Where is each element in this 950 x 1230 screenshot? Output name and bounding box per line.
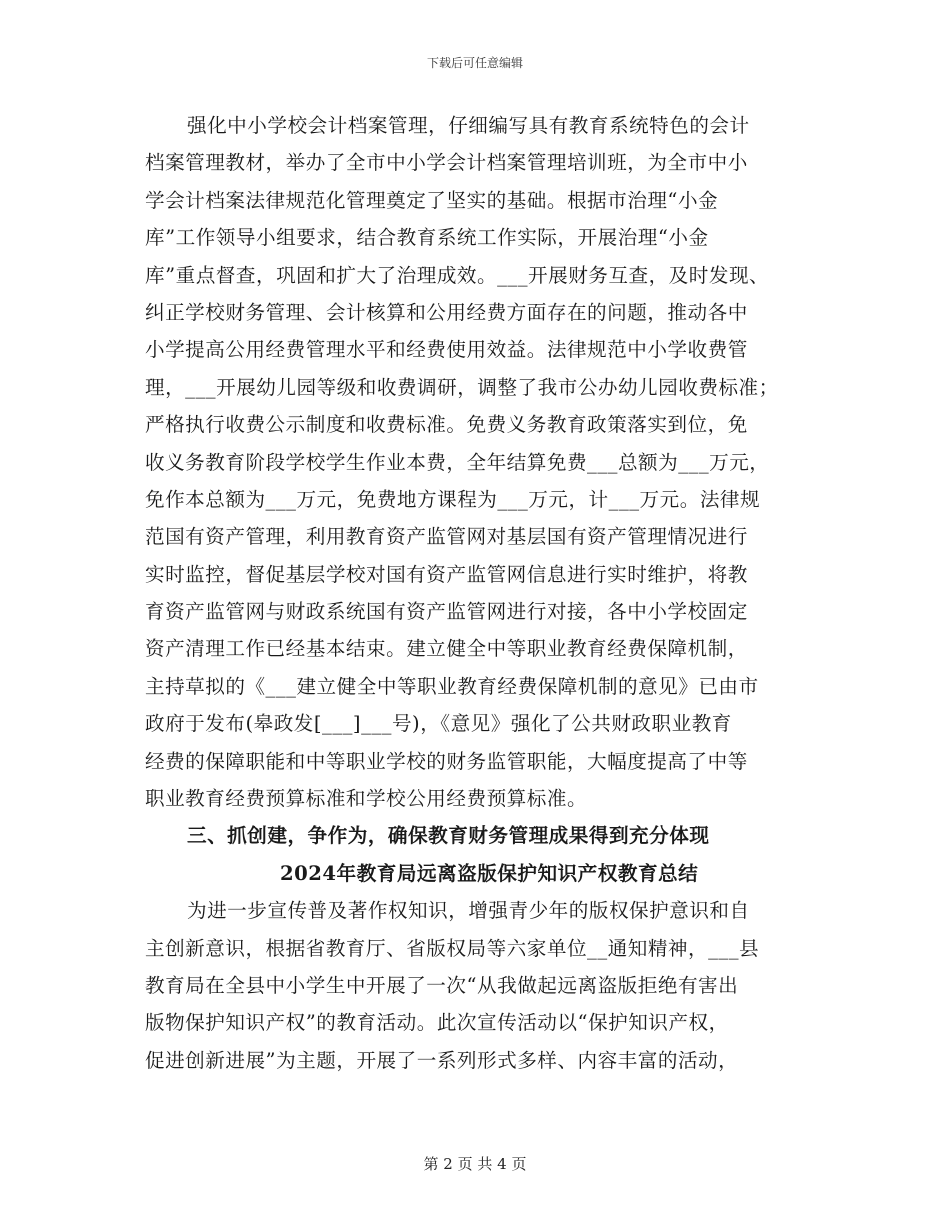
- paragraph-line: 理，___开展幼儿园等级和收费调研，调整了我市公办幼儿园收费标准；: [145, 375, 779, 399]
- paragraph-line: 库”工作领导小组要求，结合教育系统工作实际，开展治理“小金: [145, 226, 709, 250]
- paragraph-line: 主创新意识，根据省教育厅、省版权局等六家单位__通知精神，___县: [145, 936, 760, 960]
- paragraph-line: 学会计档案法律规范化管理奠定了坚实的基础。根据市治理“小金: [145, 188, 719, 212]
- paragraph-line: 纠正学校财务管理、会计核算和公用经费方面存在的问题，推动各中: [145, 300, 748, 324]
- paragraph-line: 小学提高公用经费管理水平和经费使用效益。法律规范中小学收费管: [145, 338, 748, 362]
- paragraph-line: 育资产监管网与财政系统国有资产监管网进行对接，各中小学校固定: [145, 600, 748, 624]
- paragraph-line: 收义务教育阶段学校学生作业本费，全年结算免费___总额为___万元，: [145, 450, 770, 474]
- paragraph-line: 职业教育经费预算标准和学校公用经费预算标准。: [145, 787, 588, 811]
- section-heading: 三、抓创建，争作为，确保教育财务管理成果得到充分体现: [187, 824, 710, 848]
- page-number: 第 2 页 共 4 页: [423, 1155, 527, 1173]
- paragraph-line: 主持草拟的《___建立健全中等职业教育经费保障机制的意见》已由市: [145, 674, 759, 698]
- paragraph-line: 免作本总额为___万元，免费地方课程为___万元，计___万元。法律规: [145, 487, 761, 511]
- paragraph-line: 严格执行收费公示制度和收费标准。免费义务教育政策落实到位，免: [145, 413, 748, 437]
- paragraph-line: 范国有资产管理，利用教育资产监管网对基层国有资产管理情况进行: [145, 525, 748, 549]
- paragraph-line: 政府于发布(皋政发[___]___号)，《意见》强化了公共财政职业教育: [145, 712, 732, 736]
- paragraph-line: 经费的保障职能和中等职业学校的财务监管职能，大幅度提高了中等: [145, 749, 748, 773]
- document-title: 2024年教育局远离盗版保护知识产权教育总结: [280, 861, 699, 885]
- paragraph-line: 为进一步宣传普及著作权知识，增强青少年的版权保护意识和自: [187, 899, 750, 923]
- document-body: [145, 107, 815, 1079]
- page-header: 下载后可任意编辑: [426, 56, 523, 70]
- paragraph-line: 实时监控，督促基层学校对国有资产监管网信息进行实时维护，将教: [145, 562, 748, 586]
- paragraph-line: 教育局在全县中小学生中开展了一次“从我做起远离盗版拒绝有害出: [145, 973, 739, 997]
- paragraph-line: 档案管理教材，举办了全市中小学会计档案管理培训班，为全市中小: [145, 151, 748, 175]
- paragraph-line: 资产清理工作已经基本结束。建立健全中等职业教育经费保障机制，: [145, 637, 748, 661]
- paragraph-line: 版物保护知识产权”的教育活动。此次宣传活动以“保护知识产权，: [145, 1011, 729, 1035]
- paragraph-line: 促进创新进展”为主题，开展了一系列形式多样、内容丰富的活动，: [145, 1048, 739, 1072]
- paragraph-line: 库”重点督查，巩固和扩大了治理成效。___开展财务互查，及时发现、: [145, 263, 770, 287]
- paragraph-line: 强化中小学校会计档案管理，仔细编写具有教育系统特色的会计: [187, 114, 750, 137]
